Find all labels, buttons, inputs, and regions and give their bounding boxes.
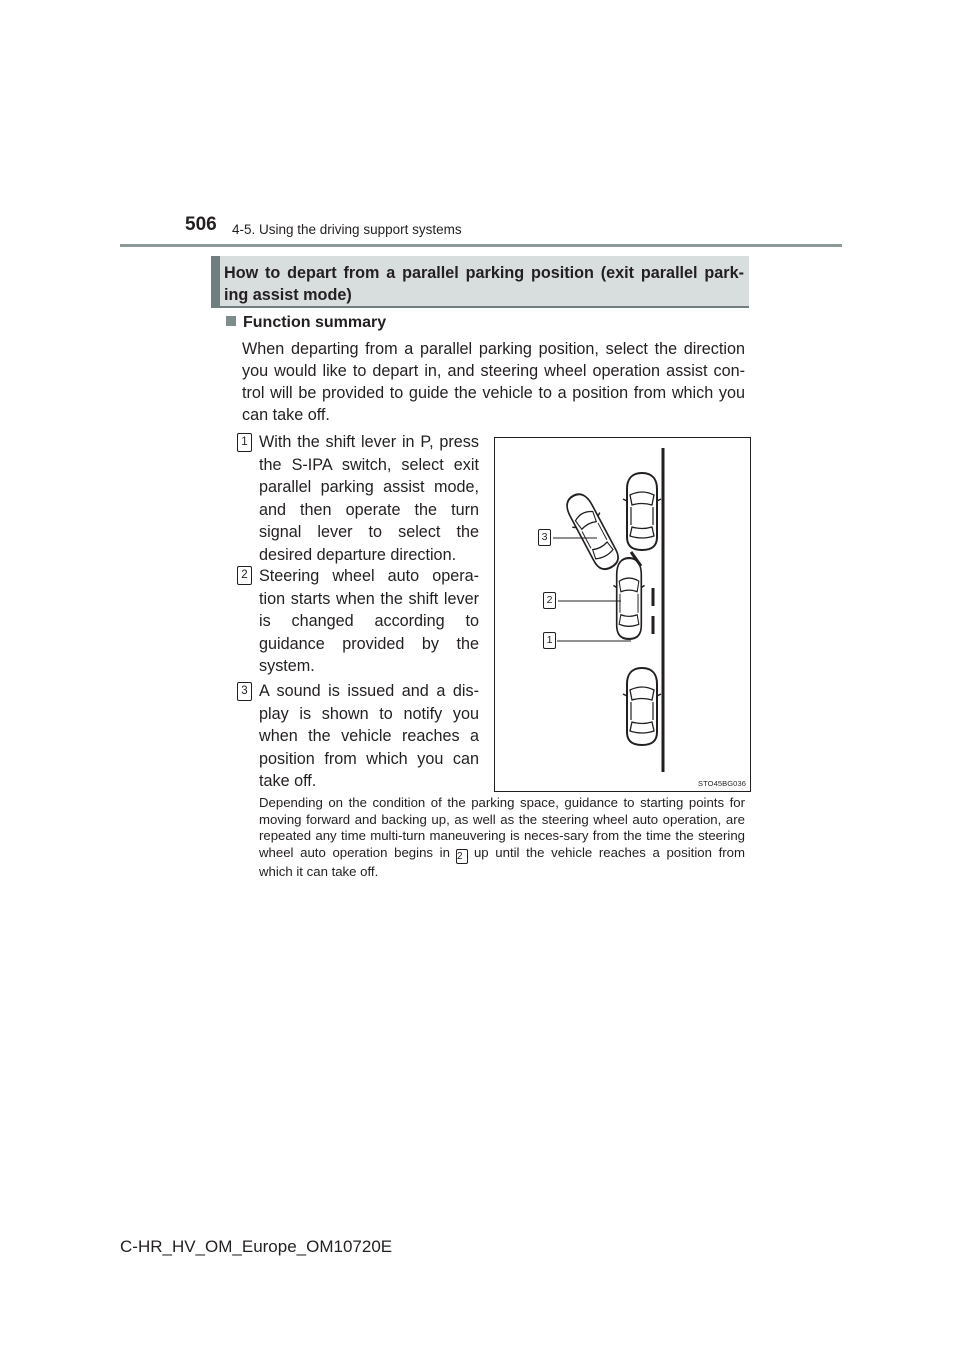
step-3-number: 3 <box>237 682 252 701</box>
parked-car-rear <box>623 668 661 745</box>
footer-document-id: C-HR_HV_OM_Europe_OM10720E <box>120 1237 393 1256</box>
parking-diagram <box>495 438 750 791</box>
step-2-text: Steering wheel auto opera-tion starts when the shift lever is changed according to guidance provided by the system. <box>259 567 479 675</box>
step-2-number: 2 <box>237 566 252 585</box>
function-summary-heading-text: Function summary <box>243 314 387 331</box>
section-heading-underline <box>211 306 749 308</box>
step-1-number: 1 <box>237 433 252 452</box>
note-step-reference: 2 <box>456 849 468 864</box>
page-number: 506 <box>185 214 217 235</box>
own-car-exit-position <box>560 488 625 574</box>
note-text-after: up until the vehicle reaches a position from which it can take off. <box>259 844 745 879</box>
step-1-text: With the shift lever in P, press the S-IPA switch, select exit parallel parking assist mode, and then operate the turn signal lever to select the desired departure direction. <box>259 433 479 564</box>
header-rule <box>120 244 842 247</box>
function-summary-heading <box>226 314 386 332</box>
parked-car-front <box>623 473 661 550</box>
figure-code: STO45BG036 <box>698 779 746 788</box>
section-heading-bar <box>211 256 220 306</box>
note-paragraph <box>259 795 745 880</box>
figure-callout-2: 2 <box>543 592 556 609</box>
own-car-start-position <box>613 558 644 639</box>
figure-callout-3: 3 <box>538 529 551 546</box>
function-summary-paragraph: When departing from a parallel parking position, select the direction you would like to depart in, and steering wheel operation assist con-trol will be provided to guide the vehicle to a position from which you can take off. <box>242 340 745 424</box>
square-bullet-icon <box>226 316 236 326</box>
step-3-text: A sound is issued and a dis-play is shown to notify you when the vehicle reaches a position from which you can take off. <box>259 682 479 790</box>
parking-exit-illustration <box>494 437 751 792</box>
running-header-section: 4-5. Using the driving support systems <box>232 222 462 237</box>
section-heading-title: How to depart from a parallel parking position (exit parallel park-ing assist mode) <box>224 264 744 304</box>
note-text-before: Depending on the condition of the parking space, guidance to starting points for moving forward and backing up, as well as the steering wheel auto operation, are repeated any time multi-turn maneuvering is neces-sary from the time the steering wheel auto operation begins in <box>259 795 745 860</box>
figure-callout-1: 1 <box>543 632 556 649</box>
section-heading-box <box>211 256 749 306</box>
